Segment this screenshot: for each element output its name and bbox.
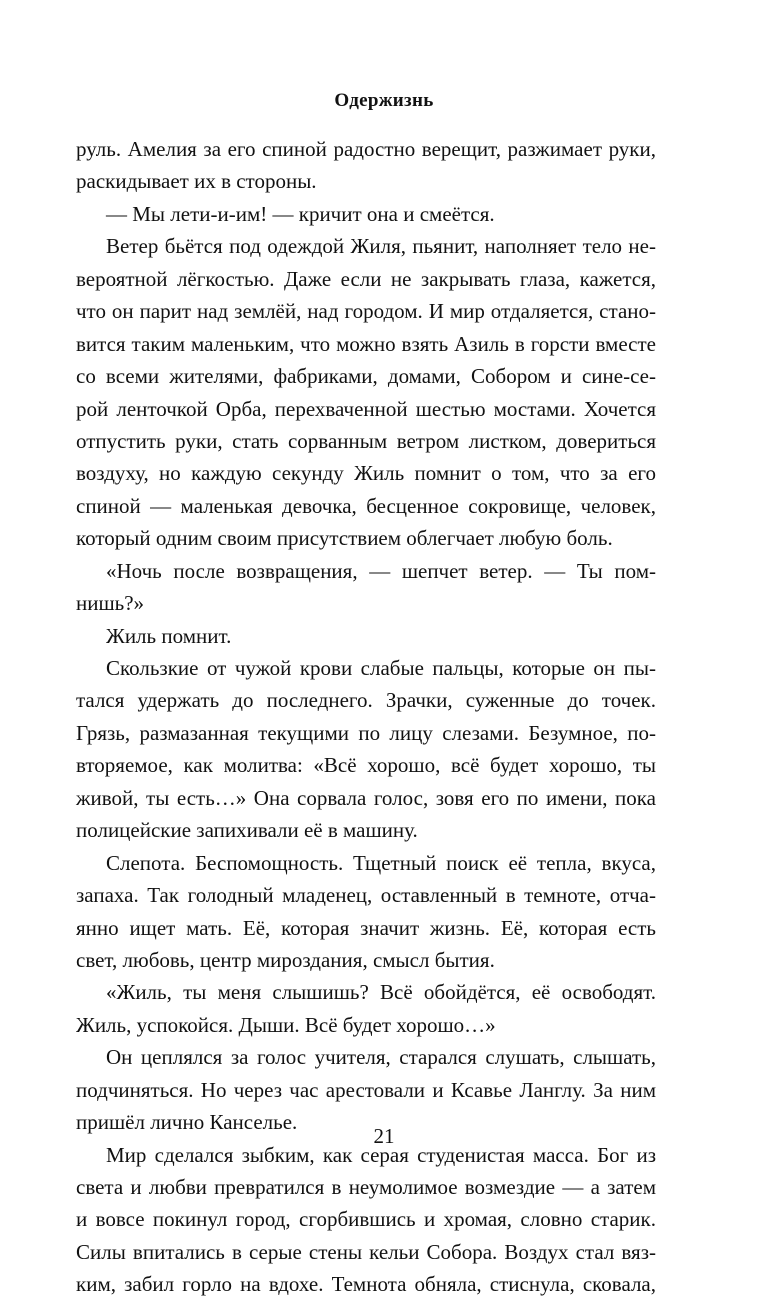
text-line: запаха. Так голодный младенец, оставленный в темноте, отча- <box>76 883 656 908</box>
page-number: 21 <box>373 1124 395 1148</box>
text-line: который одним своим присутствием облегчает любую боль. <box>76 526 613 551</box>
running-head: Одержизнь <box>334 90 434 111</box>
text-line: спиной — маленькая девочка, бесценное сокровище, человек, <box>76 493 656 518</box>
text-line: Скользкие от чужой крови слабые пальцы, которые он пы- <box>106 656 656 680</box>
text-line: со всеми жителями, фабриками, домами, Собором и сине-се- <box>76 364 656 389</box>
text-line: света и любви превратился в неумолимое возмездие — а затем <box>76 1175 656 1199</box>
text-line: свет, любовь, центр мироздания, смысл бытия. <box>76 947 495 972</box>
text-line: Жиль помнит. <box>106 623 232 648</box>
text-line: рой ленточкой Орба, перехваченной шестью мостами. Хочется <box>76 396 656 421</box>
text-line: Грязь, размазанная текущими по лицу слезами. Безумное, по- <box>76 720 656 745</box>
text-line: пришёл лично Канселье. <box>76 1110 298 1135</box>
text-line: полицейские запихивали её в машину. <box>76 818 418 843</box>
text-line: — Мы лети-и-им! — кричит она и смеётся. <box>106 201 495 226</box>
text-line: вероятной лёгкостью. Даже если не закрывать глаза, кажется, <box>76 266 656 291</box>
text-line: Силы впитались в серые стены кельи Собора. Воздух стал вяз- <box>76 1239 656 1264</box>
text-line: янно ищет мать. Её, которая значит жизнь. Её, которая есть <box>76 915 656 940</box>
text-line: Мир сделался зыбким, как серая студенистая масса. Бог из <box>106 1142 656 1167</box>
text-line: Ветер бьётся под одеждой Жиля, пьянит, наполняет тело не- <box>106 234 656 259</box>
text-line: Слепота. Беспомощность. Тщетный поиск её тепла, вкуса, <box>106 850 656 875</box>
text-line: ким, забил горло на вдохе. Темнота обняла, стиснула, сковала, <box>76 1272 656 1297</box>
text-line: Он цеплялся за голос учителя, старался слушать, слышать, <box>106 1045 656 1070</box>
text-line: подчиняться. Но через час арестовали и Ксавье Ланглу. За ним <box>76 1077 656 1102</box>
text-line: «Жиль, ты меня слышишь? Всё обойдётся, её освободят. <box>106 980 656 1005</box>
text-line: руль. Амелия за его спиной радостно верещит, разжимает руки, <box>76 137 656 161</box>
text-line: воздуху, но каждую секунду Жиль помнит о том, что за его <box>76 461 656 486</box>
text-line: вторяемое, как молитва: «Всё хорошо, всё будет хорошо, ты <box>76 753 656 778</box>
text-line: и вовсе покинул город, сгорбившись и хромая, словно старик. <box>76 1207 656 1232</box>
text-line: отпустить руки, стать сорванным ветром листком, довериться <box>76 428 656 453</box>
text-line: тался удержать до последнего. Зрачки, суженные до точек. <box>76 688 656 713</box>
text-line: вится таким маленьким, что можно взять Азиль в горсти вместе <box>76 331 656 356</box>
text-line: живой, ты есть…» Она сорвала голос, зовя его по имени, пока <box>76 785 656 810</box>
text-line: раскидывает их в стороны. <box>76 169 317 194</box>
text-line: «Ночь после возвращения, — шепчет ветер. — Ты пом- <box>106 558 656 583</box>
text-line: что он парит над землёй, над городом. И мир отдаляется, стано- <box>76 299 656 324</box>
text-line: Жиль, успокойся. Дыши. Всё будет хорошо…» <box>76 1012 496 1037</box>
text-line: нишь?» <box>76 591 145 616</box>
